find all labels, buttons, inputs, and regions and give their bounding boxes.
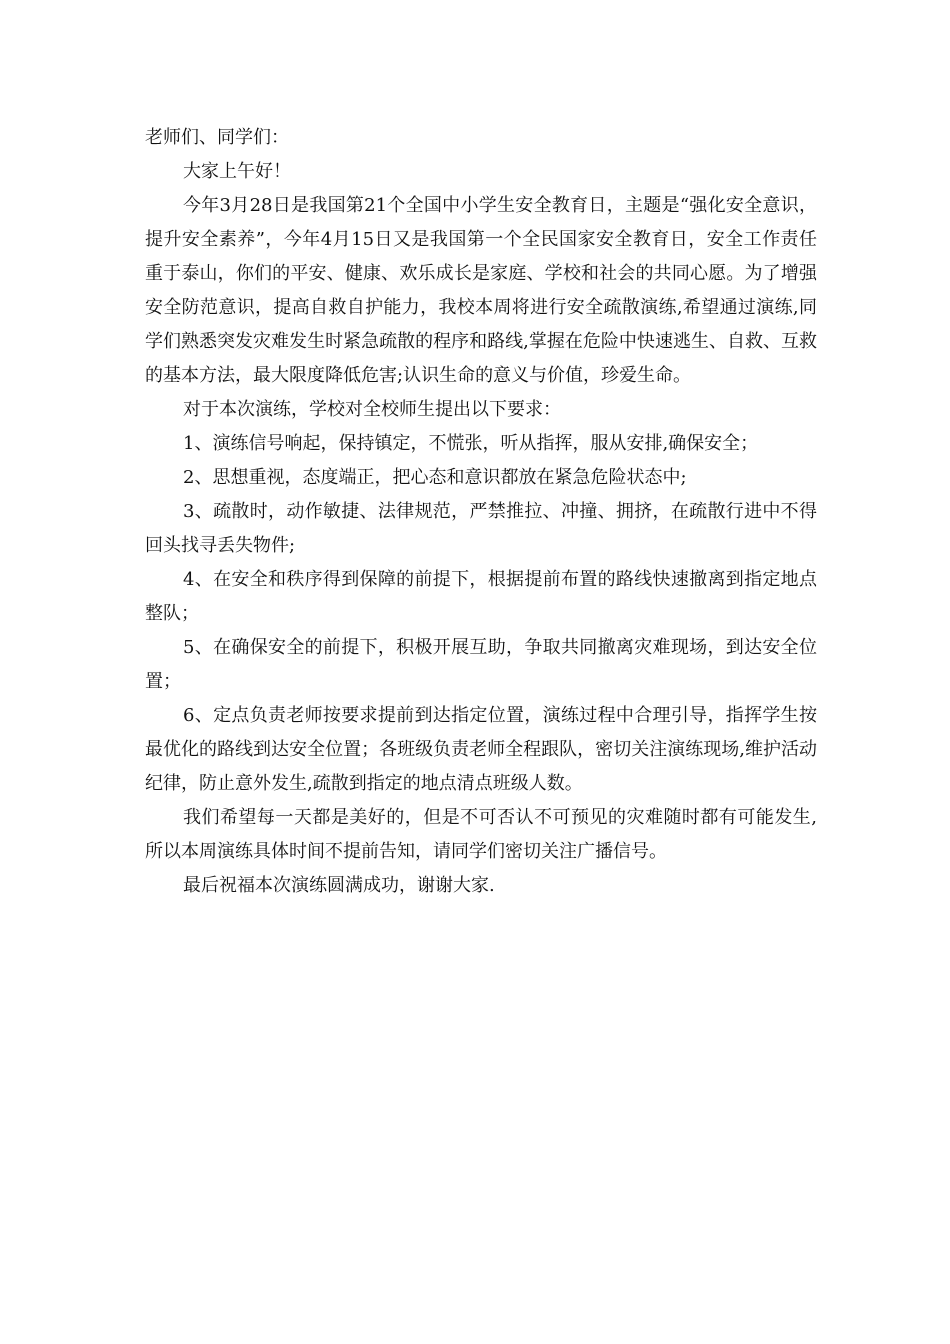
requirement-item-6: 6、定点负责老师按要求提前到达指定位置，演练过程中合理引导，指挥学生按最优化的路线到达安全位置；各班级负责老师全程跟队，密切关注演练现场,维护活动纪律，防止意外发生,疏散到指定的地点清点班级人数。 [145,705,817,794]
greeting: 大家上午好！ [183,161,291,182]
requirements-intro: 对于本次演练，学校对全校师生提出以下要求： [183,399,561,420]
requirement-item-1: 1、演练信号响起，保持镇定，不慌张，听从指挥，服从安排,确保安全； [183,433,759,454]
closing-wish-paragraph: 最后祝福本次演练圆满成功，谢谢大家. [183,875,495,896]
requirement-item-3: 3、疏散时，动作敏捷、法律规范，严禁推拉、冲撞、拥挤，在疏散行进中不得回头找寻丢失物件; [145,501,817,556]
intro-paragraph: 今年3月28日是我国第21个全国中小学生安全教育日，主题是“强化安全意识，提升安全素养”，今年4月15日又是我国第一个全民国家安全教育日，安全工作责任重于泰山，你们的平安、健康、欢乐成长是家庭、学校和社会的共同心愿。为了增强安全防范意识，提高自救自护能力，我校本周将进行安全疏散演练,希望通过演练,同学们熟悉突发灾难发生时紧急疏散的程序和路线,掌握在危险中快速逃生、自救、互救的基本方法，最大限度降低危害;认识生命的意义与价值，珍爱生命。 [145,195,817,386]
requirement-item-2: 2、思想重视，态度端正，把心态和意识都放在紧急危险状态中; [183,467,687,488]
requirement-item-5: 5、在确保安全的前提下，积极开展互助，争取共同撤离灾难现场，到达安全位置； [145,637,817,692]
closing-hope-paragraph: 我们希望每一天都是美好的，但是不可否认不可预见的灾难随时都有可能发生,所以本周演练具体时间不提前告知，请同学们密切关注广播信号。 [145,807,817,862]
document-page [145,121,817,903]
salutation: 老师们、同学们： [145,127,289,148]
requirement-item-4: 4、在安全和秩序得到保障的前提下，根据提前布置的路线快速撤离到指定地点整队； [145,569,817,624]
